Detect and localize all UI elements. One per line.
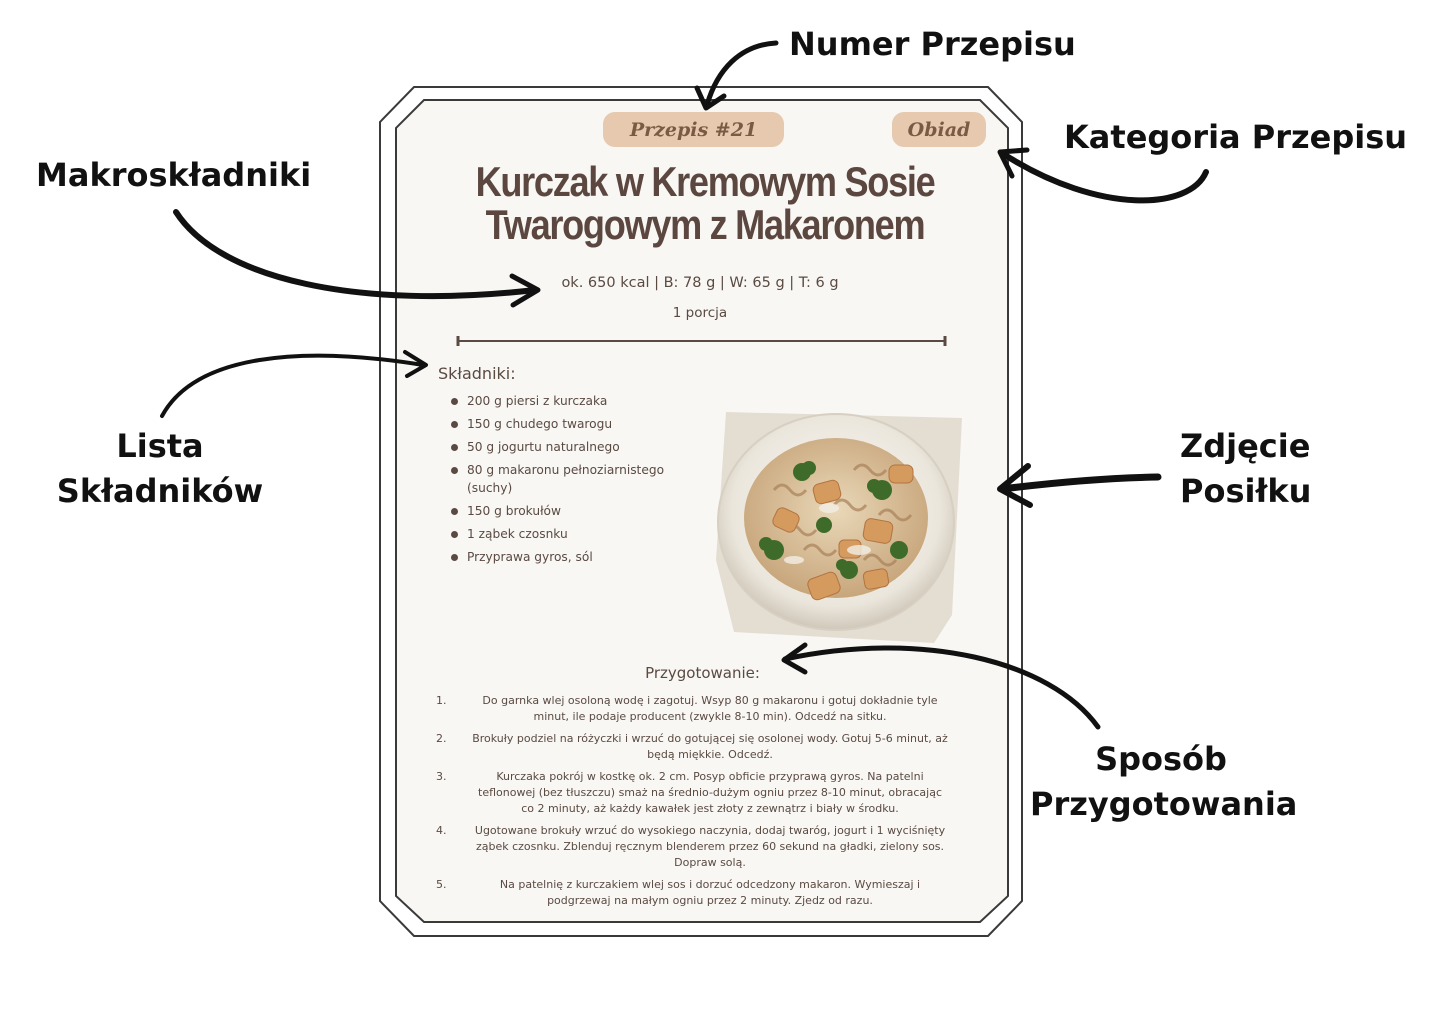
recipe-title-line2: Twarogowym z Makaronem <box>485 201 925 248</box>
annotation-line: Lista <box>116 427 204 465</box>
recipe-title <box>460 160 950 246</box>
step-text: Ugotowane brokuły wrzuć do wysokiego naczynia, dodaj twaróg, jogurt i 1 wyciśnięty ząbek czosnku. Zblenduj ręcznym blenderem przez 60 sekund na gładki, zielony sos. Dopraw solą. <box>474 824 946 869</box>
step-item <box>436 693 948 725</box>
annotation-meal-photo <box>1180 424 1311 514</box>
preparation-steps <box>436 693 948 915</box>
portion-text: 1 porcja <box>672 305 728 321</box>
annotation-ingredients-list <box>40 424 280 514</box>
ingredient-item: 1 ząbek czosnku <box>450 525 675 543</box>
annotation-line: Sposób <box>1095 740 1227 778</box>
ingredient-item: Przyprawa gyros, sól <box>450 548 675 566</box>
step-text: Na patelnię z kurczakiem wlej sos i dorzuć odcedzony makaron. Wymieszaj i podgrzewaj na małym ogniu przez 2 minuty. Zjedz od razu. <box>499 878 921 907</box>
annotation-recipe-number: Numer Przepisu <box>789 25 1076 63</box>
annotation-line: Składników <box>56 472 264 510</box>
annotation-preparation-method <box>1030 737 1298 827</box>
step-number: 4. <box>436 824 447 837</box>
step-number: 3. <box>436 770 447 783</box>
ingredient-item: 150 g chudego twarogu <box>450 415 675 433</box>
step-text: Kurczaka pokrój w kostkę ok. 2 cm. Posyp obficie przyprawą gyros. Na patelni teflonowej (bez tłuszczu) smaż na średnio-dużym ogniu przez 8-10 minut, obracając co 2 minuty, aż każdy kawałek jest złoty z zewnątrz i biały w środku. <box>478 770 942 815</box>
preparation-heading: Przygotowanie: <box>645 664 760 682</box>
annotation-line: Przygotowania <box>1030 785 1298 823</box>
macros-text: ok. 650 kcal | B: 78 g | W: 65 g | T: 6 g <box>561 275 839 291</box>
step-text: Brokuły podziel na różyczki i wrzuć do gotującej się osolonej wody. Gotuj 5-6 minut, aż będą miękkie. Odcedź. <box>472 732 948 761</box>
ingredient-item: 50 g jogurtu naturalnego <box>450 438 675 456</box>
ingredient-item: 80 g makaronu pełnoziarnistego (suchy) <box>450 461 675 497</box>
recipe-title-line1: Kurczak w Kremowym Sosie <box>475 158 935 205</box>
step-number: 1. <box>436 694 447 707</box>
ingredients-list <box>450 392 675 571</box>
plate-photo <box>714 410 964 645</box>
step-number: 2. <box>436 732 447 745</box>
step-item <box>436 823 948 871</box>
annotation-macros: Makroskładniki <box>36 156 312 194</box>
step-number: 5. <box>436 878 447 891</box>
recipe-category-badge: Obiad <box>892 112 986 147</box>
step-item <box>436 769 948 817</box>
ingredients-heading: Składniki: <box>438 364 516 383</box>
step-text: Do garnka wlej osoloną wodę i zagotuj. Wsyp 80 g makaronu i gotuj dokładnie tyle minut, ile podaje producent (zwykle 8-10 min). Odcedź na sitku. <box>482 694 938 723</box>
step-item <box>436 877 948 909</box>
annotation-recipe-category: Kategoria Przepisu <box>1064 118 1408 156</box>
ingredient-item: 200 g piersi z kurczaka <box>450 392 675 410</box>
recipe-number-badge: Przepis #21 <box>603 112 784 147</box>
arrow-icon <box>1005 155 1206 200</box>
step-item <box>436 731 948 763</box>
annotation-line: Zdjęcie <box>1180 427 1311 465</box>
ingredient-item: 150 g brokułów <box>450 502 675 520</box>
annotation-line: Posiłku <box>1180 472 1312 510</box>
arrow-icon <box>1002 477 1158 489</box>
